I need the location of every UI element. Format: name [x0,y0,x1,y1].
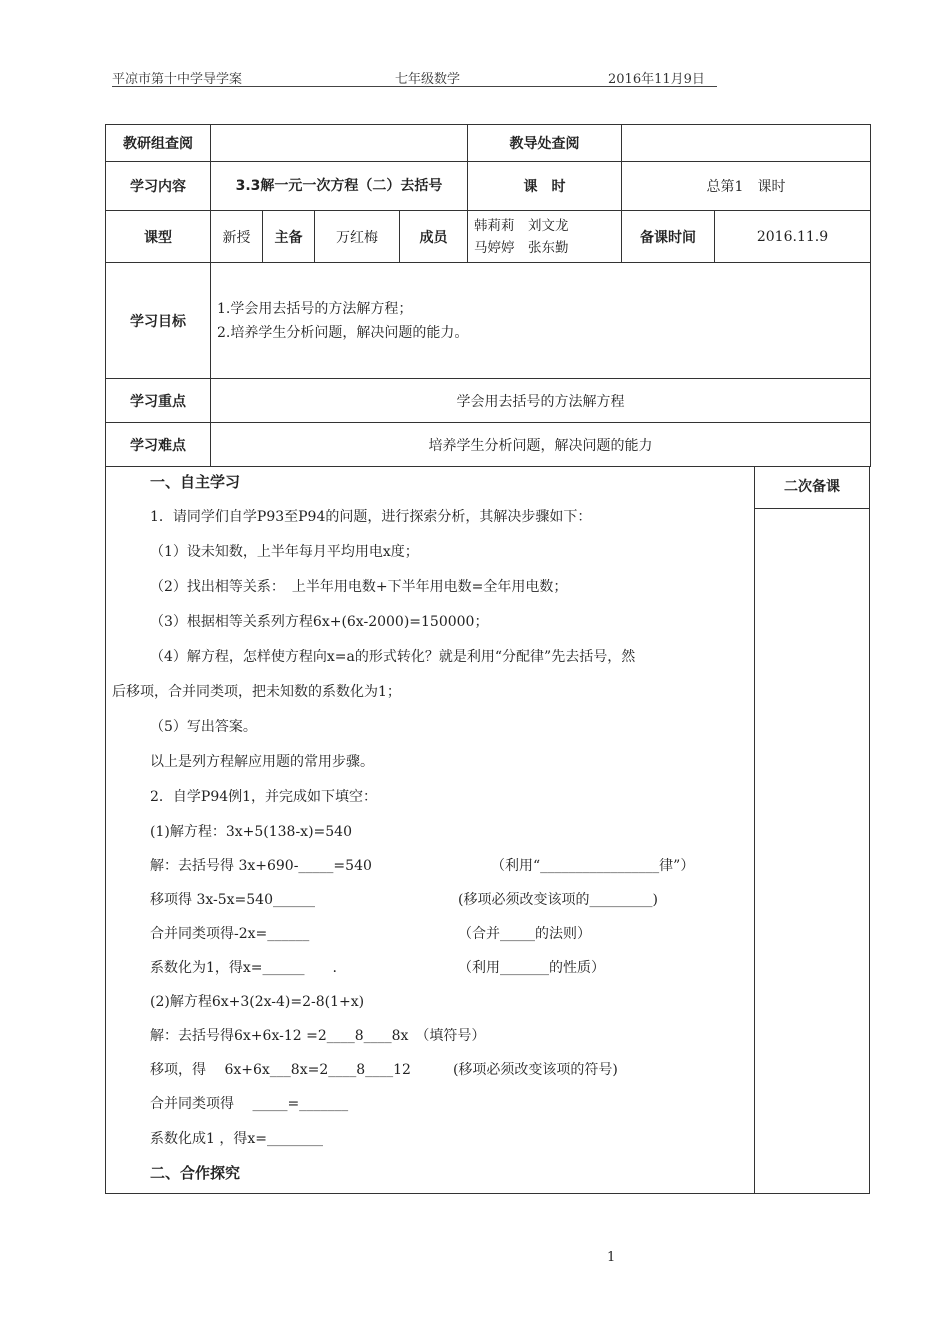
members-label: 成员 [400,211,468,263]
line-6: 后移项，合并同类项，把未知数的系数化为1； [112,684,401,700]
line-14-left: 系数化为1，得x=______ . [150,960,337,976]
line-13-left: 合并同类项得-2x=______ [150,926,310,942]
goals-value [211,263,871,379]
type-value: 新授 [211,211,263,263]
period-value: 总第1 课时 [622,162,871,211]
line-15: (2)解方程6x+3(2x-4)=2-8(1+x) [150,994,365,1010]
content-value: 3.3解一元一次方程（二）去括号 [211,162,468,211]
line-12-left: 移项得 3x-5x=540______ [150,892,315,908]
goals-label: 学习目标 [106,263,211,379]
line-2: （1）设未知数，上半年每月平均用电x度； [150,544,419,560]
side-divider [754,466,755,1193]
line-13-right: （合并_____的法则） [458,926,591,942]
date: 2016年11月9日 [608,72,705,87]
line-4: （3）根据相等关系列方程6x+(6x-2000)=150000； [150,614,489,630]
line-1: 1．请同学们自学P93至P94的问题，进行探索分析，其解决步骤如下： [150,509,592,525]
focus-value: 学会用去括号的方法解方程 [211,379,871,423]
second-prep-label: 二次备课 [755,466,869,509]
line-14-right: （利用_______的性质） [458,960,605,976]
academic-office-value [622,125,871,162]
goal-1: 1.学会用去括号的方法解方程； [217,300,413,317]
subject: 七年级数学 [395,72,461,87]
section-self-study: 一、自主学习 [150,473,241,491]
line-17: 移项，得 6x+6x___8x=2____8____12 (移项必须改变该项的符号) [150,1062,618,1078]
school-name: 平凉市第十中学导学案 [112,72,243,87]
line-7: （5）写出答案。 [150,719,257,735]
prep-time-value: 2016.11.9 [715,211,871,263]
section-cooperative: 二、合作探究 [150,1164,241,1182]
prep-time-label: 备课时间 [622,211,715,263]
lesson-info-table [105,124,871,467]
focus-label: 学习重点 [106,379,211,423]
page-number: 1 [607,1250,616,1265]
members-line-1: 韩莉莉 刘文龙 [474,217,569,234]
review-group-label: 教研组查阅 [106,125,211,162]
line-3: （2）找出相等关系： 上半年用电数+下半年用电数=全年用电数； [150,579,568,595]
line-11-right: （利用“_________________律”） [491,858,695,874]
content-label: 学习内容 [106,162,211,211]
line-16: 解：去括号得6x+6x-12 =2____8____8x （填符号） [150,1028,486,1044]
members-line-2: 马婷婷 张东勤 [474,239,569,256]
line-19: 系数化成1 ，得x=________ [150,1131,323,1147]
line-5: （4）解方程，怎样使方程向x=a的形式转化？就是利用“分配律”先去括号，然 [150,649,636,665]
page-header [112,68,717,87]
lead-label: 主备 [263,211,315,263]
period-label: 课 时 [468,162,622,211]
line-9: 2．自学P94例1，并完成如下填空： [150,789,378,805]
academic-office-label: 教导处查阅 [468,125,622,162]
line-12-right: (移项必须改变该项的_________) [458,892,658,908]
review-group-value [211,125,468,162]
difficulty-label: 学习难点 [106,423,211,467]
line-8: 以上是列方程解应用题的常用步骤。 [150,754,374,770]
goal-2: 2.培养学生分析问题，解决问题的能力。 [217,324,469,341]
line-18: 合并同类项得 _____=_______ [150,1096,349,1112]
type-label: 课型 [106,211,211,263]
study-section [105,466,870,1194]
difficulty-value: 培养学生分析问题，解决问题的能力 [211,423,871,467]
lead-value: 万红梅 [315,211,400,263]
line-11-left: 解：去括号得 3x+690-_____=540 [150,858,372,874]
line-10: (1)解方程：3x+5(138-x)=540 [150,824,352,840]
members-value [468,211,622,263]
